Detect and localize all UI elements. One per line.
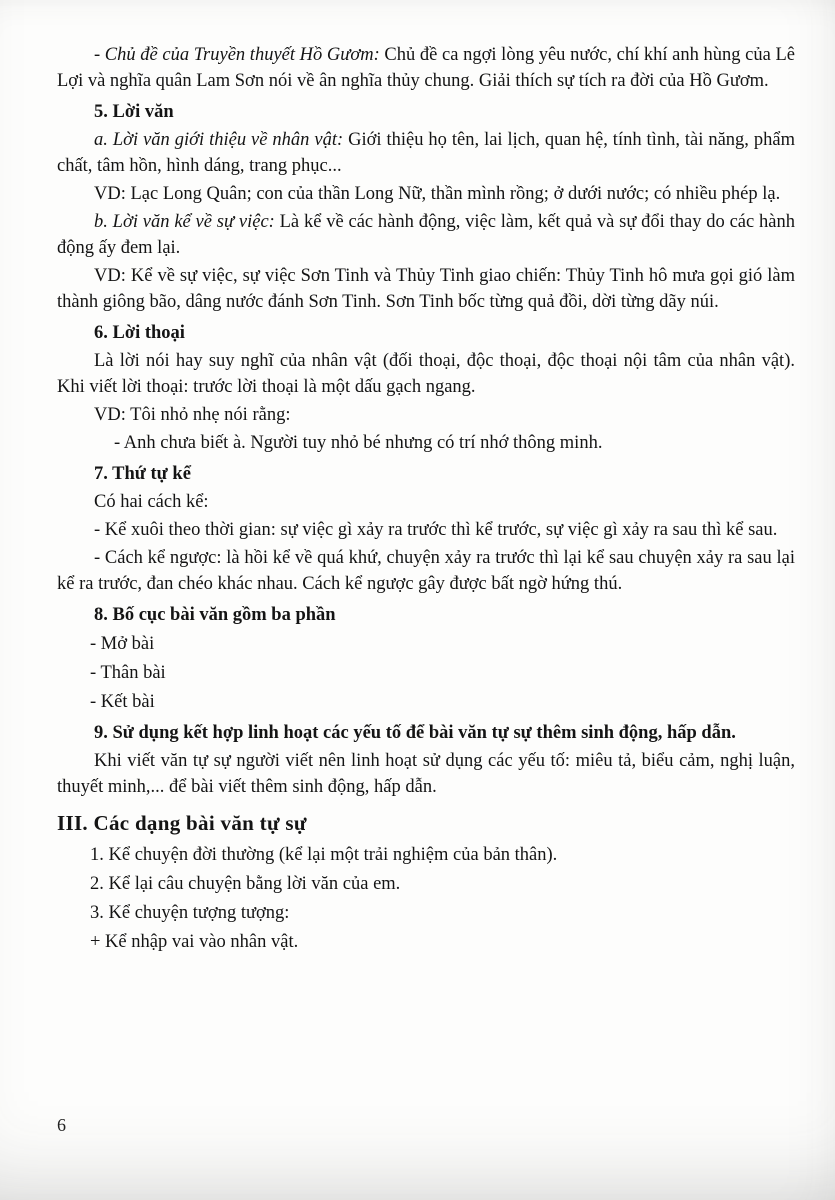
heading-7-thu-tu-ke: 7. Thứ tự kể <box>94 464 191 484</box>
document-content <box>57 42 795 955</box>
paragraph-text: Chủ đề ca ngợi lòng yêu nước, chí khí anh hùng của Lê Lợi và nghĩa quân Lam Sơn nói về ân nghĩa thủy chung. Giải thích sự tích ra đời của Hồ Gươm. <box>57 45 796 91</box>
section-heading-iii: III. Các dạng bài văn tự sự <box>57 811 307 835</box>
paragraph: - Cách kể ngược: là hồi kể về quá khứ, chuyện xảy ra trước thì lại kể sau chuyện xảy ra sau lại kể ra trước, đan chéo khác nhau. Cách kể ngược gây được bất ngờ hứng thú. <box>57 548 795 594</box>
heading-5-loi-van: 5. Lời văn <box>94 102 174 122</box>
list-item: - Kết bài <box>90 692 155 712</box>
heading-9-su-dung-ket-hop: 9. Sử dụng kết hợp linh hoạt các yếu tố để bài văn tự sự thêm sinh động, hấp dẫn. <box>94 723 736 743</box>
paragraph: Khi viết văn tự sự người viết nên linh hoạt sử dụng các yếu tố: miêu tả, biểu cảm, nghị luận, thuyết minh,... để bài viết thêm sinh động, hấp dẫn. <box>57 751 795 797</box>
paragraph <box>57 209 795 261</box>
paragraph <box>57 127 795 179</box>
paragraph: - Kể xuôi theo thời gian: sự việc gì xảy ra trước thì kể trước, sự việc gì xảy ra sau thì kể sau. <box>94 520 778 540</box>
example-paragraph: VD: Tôi nhỏ nhẹ nói rằng: <box>94 405 291 425</box>
paragraph: Là lời nói hay suy nghĩ của nhân vật (đối thoại, độc thoại, độc thoại nội tâm của nhân vật). Khi viết lời thoại: trước lời thoại là một dấu gạch ngang. <box>57 351 795 397</box>
list-item: - Mở bài <box>90 634 155 654</box>
paragraph-text: Là kể về các hành động, việc làm, kết quả và sự đổi thay do các hành động ấy đem lại. <box>57 212 795 258</box>
paragraph: Có hai cách kể: <box>94 492 209 512</box>
paragraph <box>57 42 795 94</box>
example-paragraph: VD: Kể về sự việc, sự việc Sơn Tinh và Thủy Tinh giao chiến: Thủy Tinh hô mưa gọi gió làm thành giông bão, dâng nước đánh Sơn Tinh. Sơn Tinh bốc từng quả đồi, dời từng dãy núi. <box>57 266 795 312</box>
paragraph-lead: - Chủ đề của Truyền thuyết Hồ Gươm: <box>94 45 380 65</box>
dialogue-line: - Anh chưa biết à. Người tuy nhỏ bé nhưng có trí nhớ thông minh. <box>114 433 603 453</box>
list-item: - Thân bài <box>90 663 166 683</box>
list-item: + Kể nhập vai vào nhân vật. <box>90 932 299 952</box>
heading-6-loi-thoai: 6. Lời thoại <box>94 323 185 343</box>
paragraph-lead: b. Lời văn kể về sự việc: <box>94 212 275 232</box>
list-item: 2. Kể lại câu chuyện bằng lời văn của em. <box>90 874 401 894</box>
example-paragraph: VD: Lạc Long Quân; con của thần Long Nữ, thần mình rồng; ở dưới nước; có nhiều phép lạ. <box>94 184 781 204</box>
page-number: 6 <box>57 1115 66 1135</box>
paragraph-text: Giới thiệu họ tên, lai lịch, quan hệ, tính tình, tài năng, phẩm chất, tâm hồn, hình dáng, trang phục... <box>57 130 795 176</box>
list-item: 3. Kể chuyện tượng tượng: <box>90 903 290 923</box>
paragraph-lead: a. Lời văn giới thiệu về nhân vật: <box>94 130 344 150</box>
list-item: 1. Kể chuyện đời thường (kể lại một trải nghiệm của bản thân). <box>90 845 558 865</box>
heading-8-bo-cuc: 8. Bố cục bài văn gồm ba phần <box>94 605 336 625</box>
